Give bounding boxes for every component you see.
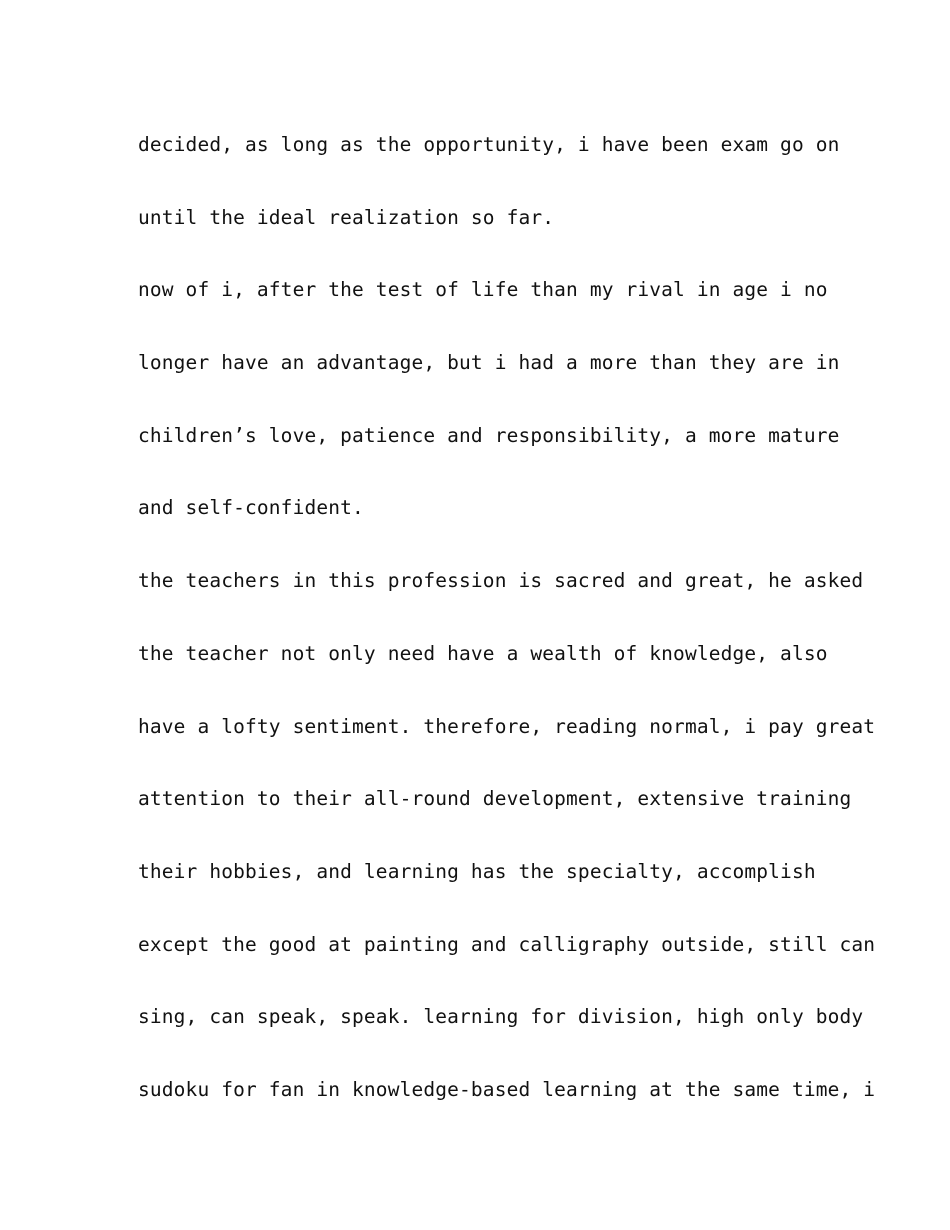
- text-line: children’s love, patience and responsibility, a more mature: [138, 423, 840, 447]
- text-line: decided, as long as the opportunity, i have been exam go on: [138, 133, 840, 156]
- text-line: their hobbies, and learning has the specialty, accomplish: [138, 859, 816, 883]
- text-line: longer have an advantage, but i had a more than they are in: [138, 351, 840, 375]
- text-line: attention to their all-round development, extensive training: [138, 787, 852, 811]
- text-line: and self-confident.: [138, 496, 364, 520]
- body-text: [138, 126, 876, 1144]
- text-line: except the good at painting and calligraphy outside, still can: [138, 932, 876, 956]
- text-line: the teachers in this profession is sacred and great, he asked: [138, 569, 864, 593]
- text-line: sudoku for fan in knowledge-based learning at the same time, i: [138, 1077, 876, 1101]
- text-line: sing, can speak, speak. learning for division, high only body: [138, 1005, 864, 1029]
- text-line: now of i, after the test of life than my rival in age i no: [138, 278, 828, 302]
- text-line: the teacher not only need have a wealth of knowledge, also: [138, 641, 828, 665]
- text-line: until the ideal realization so far.: [138, 205, 555, 229]
- text-line: have a lofty sentiment. therefore, reading normal, i pay great: [138, 714, 876, 738]
